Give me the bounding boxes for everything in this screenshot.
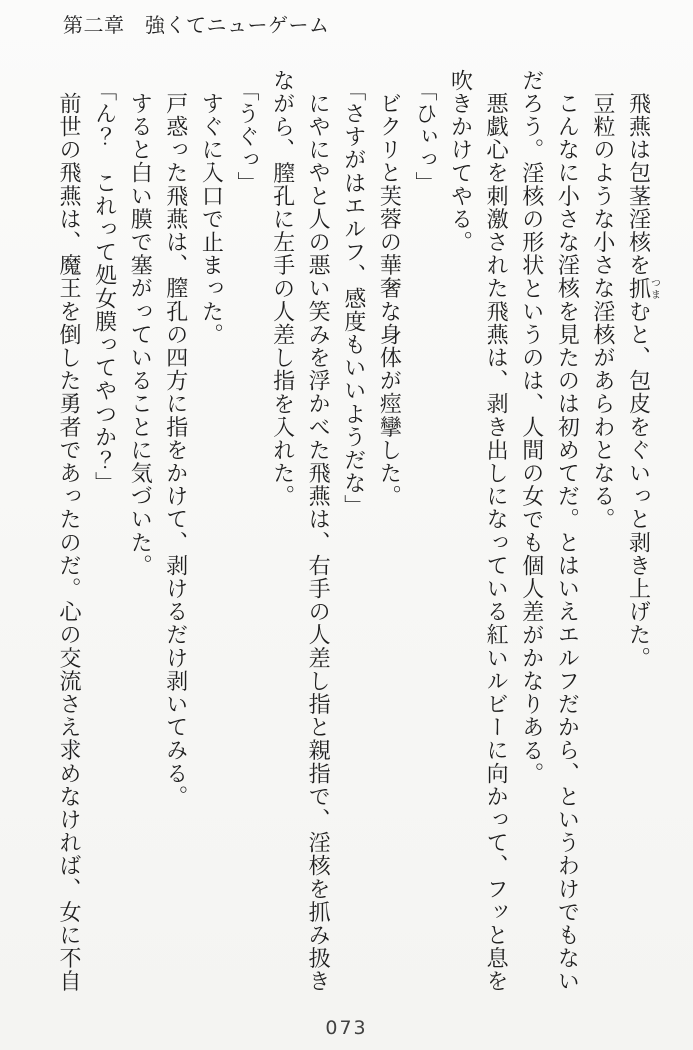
ruby-base: 抓 [625,276,651,300]
dialogue-line: 「ひぃっ」 [411,79,437,195]
paragraph-line: すぐに入口で止まった。 [198,92,224,347]
page-number: 073 [325,1017,368,1039]
paragraph-line: こんなに小さな淫核を見たのは初めてだ。とはいえエルフだから、というわけでもないだろう。淫核の形状というのは、人間の女でも個人差がかなりある。 [518,69,580,993]
text-body [50,69,659,994]
ruby-annotation [625,276,660,300]
paragraph-line: 戸惑った飛燕は、膣孔の四方に指をかけて、剥けるだけ剥いてみる。 [162,92,188,809]
dialogue-line: 「ん？ これって処女膜ってやつか？」 [91,79,117,495]
paragraph-text: むと、包皮をぐいっと剥き上げた。 [625,299,651,670]
paragraph-line: 前世の飛燕は、魔王を倒した勇者であったのだ。心の交流さえ求めなければ、女に不自 [56,92,81,993]
paragraph-line: すると白い膜で塞がっていることに気づいた。 [127,92,153,578]
paragraph-line: ビクリと芙蓉の華奢な身体が痙攣した。 [376,92,402,508]
ruby-furigana: つま [648,276,660,300]
dialogue-line: 「うぐっ」 [233,79,259,195]
chapter-header: 第二章 強くてニューゲーム [63,13,330,37]
paragraph-line: 豆粒のような小さな淫核があらわとなる。 [589,92,615,531]
paragraph-line: 悪戯心を刺激された飛燕は、剥き出しになっている紅いルビーに向かって、フッと息を吹きかけてやる。 [447,69,509,993]
paragraph-line [620,69,659,994]
paragraph-line: にやにやと人の悪い笑みを浮かべた飛燕は、右手の人差し指と親指で、淫核を抓み扱きながら、膣孔に左手の人差し指を入れた。 [269,69,331,993]
paragraph-text: 飛燕は包茎淫核を [625,92,651,277]
dialogue-line: 「さすがはエルフ、感度もいいようだな」 [340,79,366,518]
